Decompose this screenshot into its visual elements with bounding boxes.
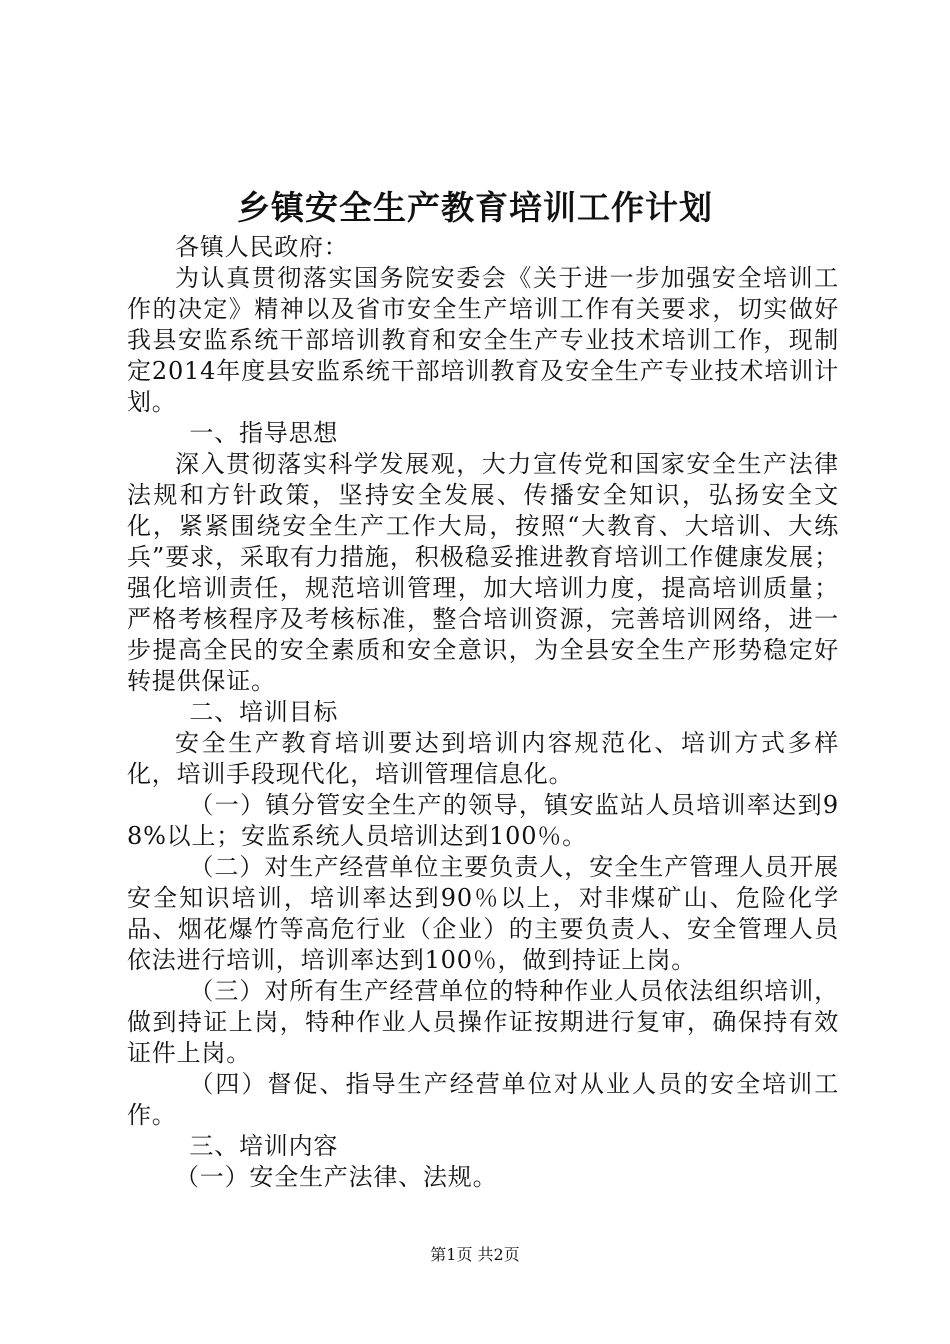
goal-item-3: （三）对所有生产经营单位的特种作业人员依法组织培训，做到持证上岗，特种作业人员操作证按期进行复审，确保持有效证件上岗。 — [127, 977, 839, 1067]
section-heading-guiding-ideology: 一、指导思想 — [189, 419, 339, 447]
intro-paragraph: 为认真贯彻落实国务院安委会《关于进一步加强安全培训工作的决定》精神以及省市安全生产培训工作有关要求，切实做好我县安监系统干部培训教育和安全生产专业技术培训工作，现制定2014年度县安监系统干部培训教育及安全生产专业技术培训计划。 — [127, 264, 839, 416]
section-heading-training-goals: 二、培训目标 — [189, 698, 339, 726]
content-item-1: （一）安全生产法律、法规。 — [175, 1163, 498, 1191]
goal-item-2: （二）对生产经营单位主要负责人，安全生产管理人员开展安全知识培训，培训率达到90％以上，对非煤矿山、危险化学品、烟花爆竹等高危行业（企业）的主要负责人、安全管理人员依法进行培训，培训率达到100％，做到持证上岗。 — [127, 853, 839, 974]
document-body — [127, 232, 839, 1193]
section-heading-training-content: 三、培训内容 — [189, 1132, 339, 1160]
document-title: 乡镇安全生产教育培训工作计划 — [237, 188, 713, 227]
goal-item-4: （四）督促、指导生产经营单位对从业人员的安全培训工作。 — [127, 1070, 839, 1129]
goal-item-1: （一）镇分管安全生产的领导，镇安监站人员培训率达到98%以上；安监系统人员培训达到100％。 — [127, 791, 839, 850]
training-goals-paragraph: 安全生产教育培训要达到培训内容规范化、培训方式多样化，培训手段现代化，培训管理信息化。 — [127, 729, 839, 788]
salutation: 各镇人民政府： — [175, 233, 349, 261]
guiding-ideology-paragraph: 深入贯彻落实科学发展观，大力宣传党和国家安全生产法律法规和方针政策，坚持安全发展、传播安全知识，弘扬安全文化，紧紧围绕安全生产工作大局，按照“大教育、大培训、大练兵”要求，采取有力措施，积极稳妥推进教育培训工作健康发展；强化培训责任，规范培训管理，加大培训力度，提高培训质量；严格考核程序及考核标准，整合培训资源，完善培训网络，进一步提高全民的安全素质和安全意识，为全县安全生产形势稳定好转提供保证。 — [127, 450, 839, 695]
page-number-footer: 第1页 共2页 — [430, 1245, 520, 1264]
